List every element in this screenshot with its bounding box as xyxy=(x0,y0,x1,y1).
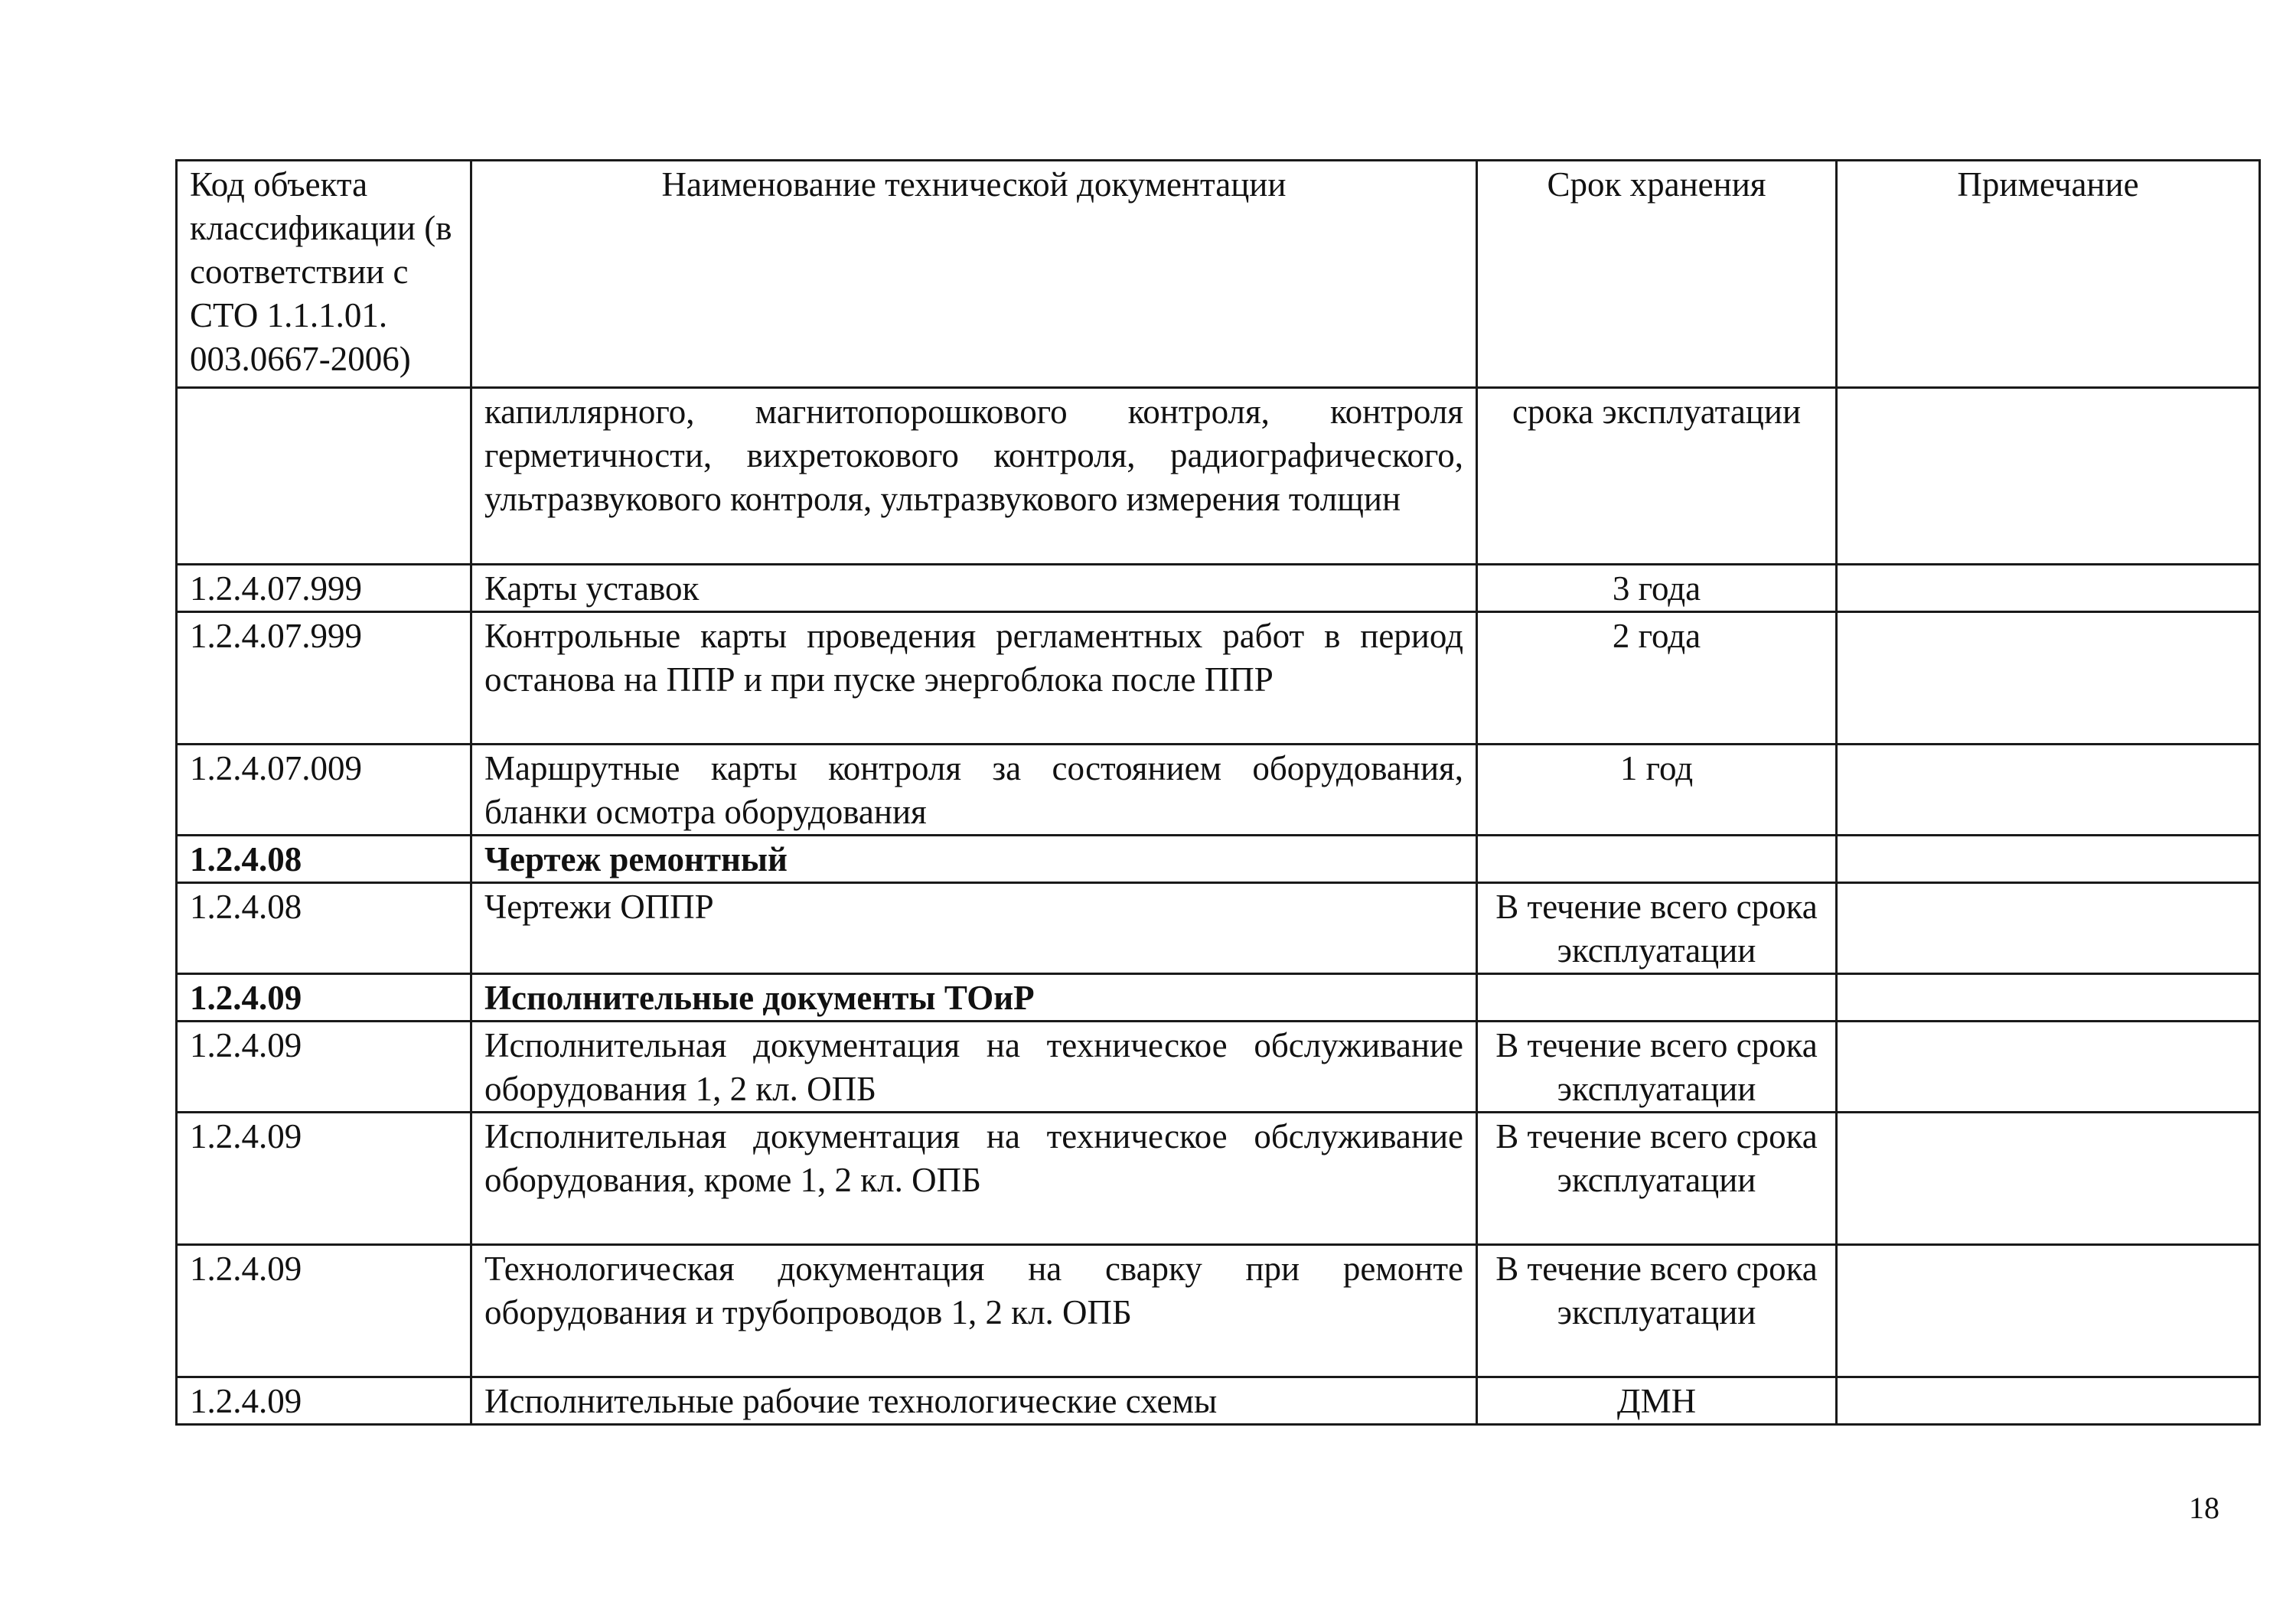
row-name: капиллярного, магнитопорошкового контроля, контроля герметичности, вихретокового контроля, радиографического, ультразвукового контроля, ультразвукового измерения толщин xyxy=(471,388,1477,565)
table-row-section xyxy=(177,836,2260,883)
row-code: 1.2.4.08 xyxy=(177,883,471,974)
table-row xyxy=(177,1245,2260,1377)
row-name: Чертеж ремонтный xyxy=(471,836,1477,883)
table-row xyxy=(177,388,2260,565)
row-note xyxy=(1837,974,2260,1022)
row-code: 1.2.4.07.999 xyxy=(177,565,471,612)
row-code: 1.2.4.07.999 xyxy=(177,612,471,745)
row-name: Карты уставок xyxy=(471,565,1477,612)
row-note xyxy=(1837,745,2260,836)
header-note: Примечание xyxy=(1837,161,2260,388)
row-note xyxy=(1837,836,2260,883)
row-note xyxy=(1837,1113,2260,1245)
table-row xyxy=(177,1022,2260,1113)
row-code: 1.2.4.09 xyxy=(177,1113,471,1245)
row-name: Чертежи ОППР xyxy=(471,883,1477,974)
row-note xyxy=(1837,1377,2260,1425)
row-note xyxy=(1837,565,2260,612)
row-term: В течение всего срока эксплуатации xyxy=(1477,1022,1837,1113)
row-term: В течение всего срока эксплуатации xyxy=(1477,1245,1837,1377)
row-code xyxy=(177,388,471,565)
row-term: 1 год xyxy=(1477,745,1837,836)
table-row xyxy=(177,883,2260,974)
table-row xyxy=(177,612,2260,745)
row-note xyxy=(1837,612,2260,745)
row-name: Исполнительные рабочие технологические схемы xyxy=(471,1377,1477,1425)
table-row-section xyxy=(177,974,2260,1022)
row-name: Маршрутные карты контроля за состоянием оборудования, бланки осмотра оборудования xyxy=(471,745,1477,836)
row-note xyxy=(1837,1022,2260,1113)
table-row xyxy=(177,565,2260,612)
documentation-table xyxy=(175,159,2261,1426)
row-code: 1.2.4.09 xyxy=(177,1022,471,1113)
row-code: 1.2.4.09 xyxy=(177,974,471,1022)
header-name: Наименование технической документации xyxy=(471,161,1477,388)
row-term: В течение всего срока эксплуатации xyxy=(1477,1113,1837,1245)
row-name: Технологическая документация на сварку при ремонте оборудования и трубопроводов 1, 2 кл. ОПБ xyxy=(471,1245,1477,1377)
row-term: 2 года xyxy=(1477,612,1837,745)
row-name: Контрольные карты проведения регламентных работ в период останова на ППР и при пуске энергоблока после ППР xyxy=(471,612,1477,745)
row-note xyxy=(1837,883,2260,974)
row-name: Исполнительная документация на техническое обслуживание оборудования, кроме 1, 2 кл. ОПБ xyxy=(471,1113,1477,1245)
row-name: Исполнительные документы ТОиР xyxy=(471,974,1477,1022)
row-term: срока эксплуатации xyxy=(1477,388,1837,565)
row-term: 3 года xyxy=(1477,565,1837,612)
row-note xyxy=(1837,1245,2260,1377)
row-term xyxy=(1477,974,1837,1022)
header-code: Код объекта классификации (в соответствии с СТО 1.1.1.01. 003.0667-2006) xyxy=(177,161,471,388)
row-term: ДМН xyxy=(1477,1377,1837,1425)
table-row xyxy=(177,1377,2260,1425)
page-number: 18 xyxy=(2189,1491,2219,1525)
table-row xyxy=(177,745,2260,836)
row-name: Исполнительная документация на техническое обслуживание оборудования 1, 2 кл. ОПБ xyxy=(471,1022,1477,1113)
table-header-row xyxy=(177,161,2260,388)
row-code: 1.2.4.08 xyxy=(177,836,471,883)
row-code: 1.2.4.09 xyxy=(177,1245,471,1377)
header-term: Срок хранения xyxy=(1477,161,1837,388)
row-code: 1.2.4.09 xyxy=(177,1377,471,1425)
row-code: 1.2.4.07.009 xyxy=(177,745,471,836)
row-term xyxy=(1477,836,1837,883)
row-term: В течение всего срока эксплуатации xyxy=(1477,883,1837,974)
table-row xyxy=(177,1113,2260,1245)
row-note xyxy=(1837,388,2260,565)
